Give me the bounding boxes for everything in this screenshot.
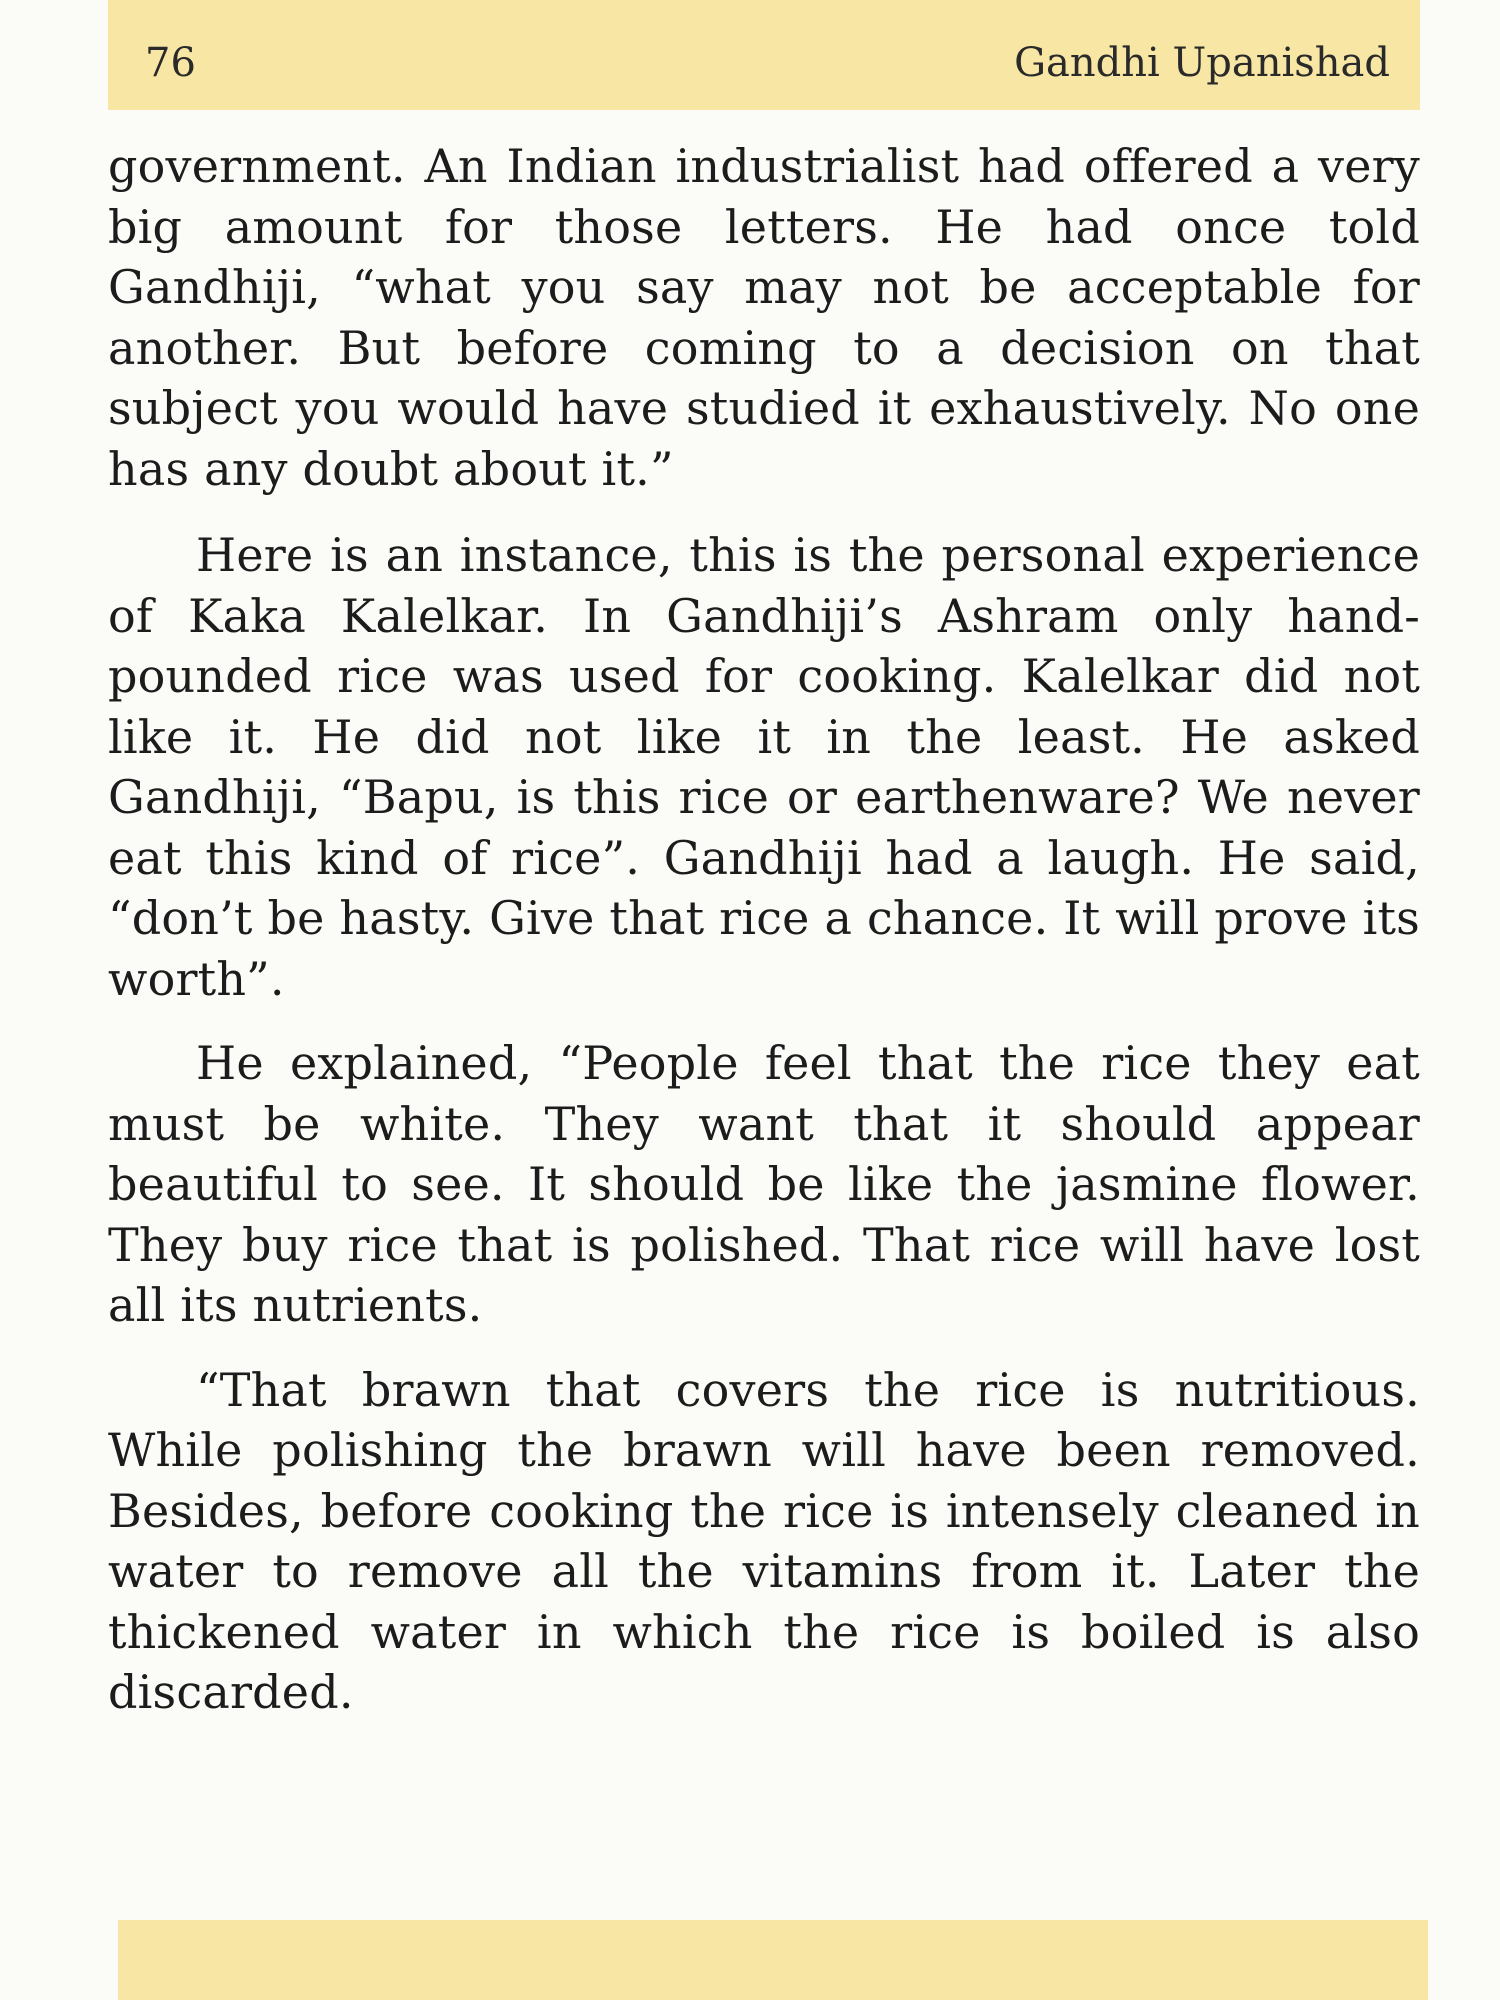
paragraph-3: He explained, “People feel that the rice they eat must be white. They want that it should appear beautiful to see. It should be like the jasmine flower. They buy rice that is polished. That rice will have lost all its nutrients.	[108, 1036, 1420, 1332]
page-number: 76	[145, 40, 196, 86]
running-title: Gandhi Upanishad	[1014, 40, 1390, 86]
paragraph-4: “That brawn that covers the rice is nutritious. While polishing the brawn will have been removed. Besides, before cooking the rice is intensely cleaned in water to remove all the vitamins from it. Later the thickened water in which the rice is boiled is also discarded.	[108, 1362, 1420, 1719]
paragraph-2: Here is an instance, this is the personal experience of Kaka Kalelkar. In Gandhiji’s Ashram only hand-pounded rice was used for cooking. Kalelkar did not like it. He did not like it in the least. He asked Gandhiji, “Bapu, is this rice or earthenware? We never eat this kind of rice”. Gandhiji had a laugh. He said, “don’t be hasty. Give that rice a chance. It will prove its worth”.	[108, 528, 1420, 1006]
paragraph-1: government. An Indian industrialist had offered a very big amount for those letters. He had once told Gandhiji, “what you say may not be acceptable for another. But before coming to a decision on that subject you would have studied it exhaustively. No one has any doubt about it.”	[108, 139, 1420, 496]
body-text	[108, 136, 1420, 1723]
footer-band	[118, 1920, 1428, 2000]
